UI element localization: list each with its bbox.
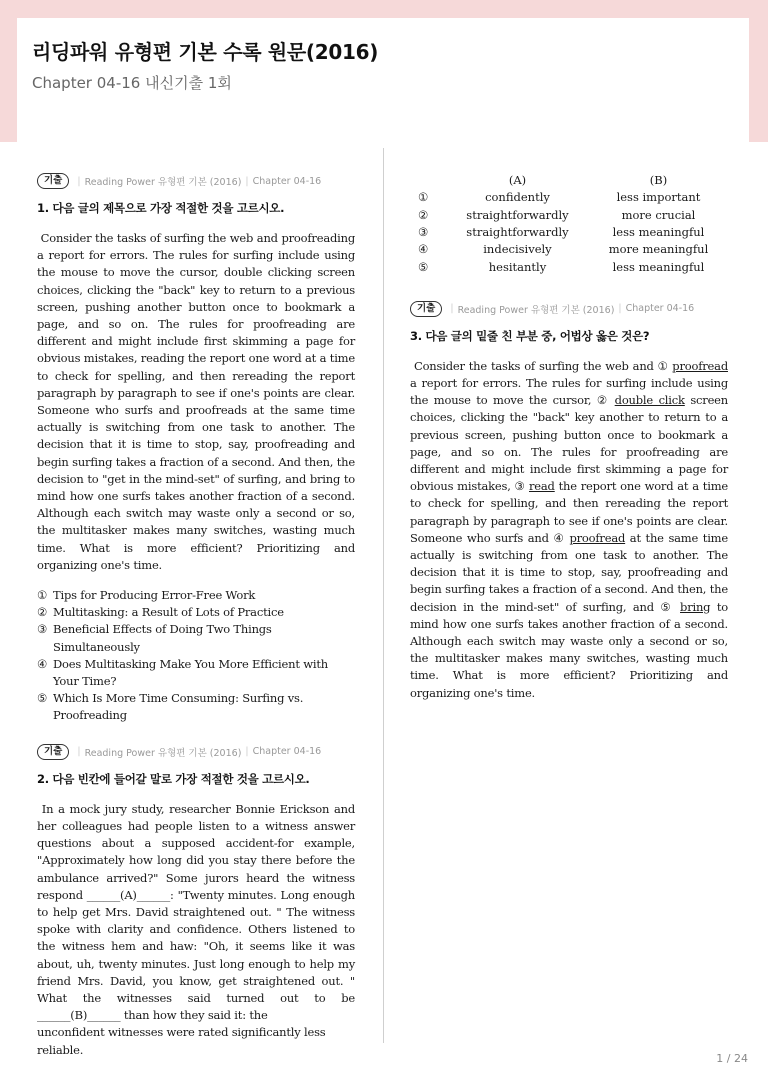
choice-5: ⑤ Which Is More Time Consuming: Surfing vs. Proofreading: [37, 691, 304, 723]
question-3-passage: Consider the tasks of surfing the web and ① proofread a report for errors. The rules for surfing include using the mouse to move the cursor, ② double click screen choices, clicking the "back" key another to return to a previous screen, pushing button once to bookmark a page, and so on. The rules for proofreading are different and might include first skimming a page for obvious mistakes, ③ read the report one word at a time to check for spelling, and then rereading the report paragraph by paragraph to see if one's points are clear. Someone who surfs and ④ proofread at the same time actually is switching from one task to another. The decision that it is time to stop, say, proofreading and begin surfing takes a fraction of a second. And then, the decision in the mind-set" of surfing, and ⑤ bring to mind how one surfs takes another fraction of a second. Although each switch may waste only a second or so, the multitasker makes many switches, wasting much time. What is more efficient? Prioritizing and organizing one's time.: [410, 358, 729, 700]
column-b-header: (B): [649, 173, 668, 188]
exam-badge: 기출: [37, 744, 69, 760]
question-1-title: 1. 다음 글의 제목으로 가장 적절한 것을 고르시오.: [37, 201, 285, 215]
table-row: ② straightforwardly more crucial: [418, 207, 696, 222]
chapter-label: Chapter 04-16: [252, 175, 322, 187]
separator: |: [77, 746, 81, 758]
question-2-options-table: [410, 172, 728, 276]
table-row: ③ straightforwardly less meaningful: [418, 225, 705, 240]
left-column: [37, 172, 355, 1059]
exam-badge: 기출: [37, 173, 69, 189]
question-2-title: 2. 다음 빈칸에 들어갈 말로 가장 적절한 것을 고르시오.: [37, 771, 310, 786]
choice-3: ③ Beneficial Effects of Doing Two Things Simultaneously: [37, 622, 272, 654]
document-subtitle: Chapter 04-16 내신기출 1회: [32, 74, 232, 92]
question-2-passage-end: unconfident witnesses were rated significantly less reliable.: [37, 1025, 326, 1057]
table-row: ① confidently less important: [418, 190, 701, 205]
question-2-meta: [37, 743, 355, 761]
right-column: [410, 172, 728, 702]
choice-2: ② Multitasking: a Result of Lots of Practice: [37, 605, 284, 620]
question-1-passage: Consider the tasks of surfing the web and proofreading a report for errors. The rules for surfing include using the mouse to move the cursor, double clicking screen choices, clicking the "back" key to return to a previous screen, pushing another button once to bookmark a page, and so on. The rules for proofreading are different and might include first skimming a page for obvious mistakes, reading the report one word at a time to check for spelling, and then rereading the report paragraph by paragraph to see if one's points are clear. Someone who surfs and proofreads at the same time actually is switching from one task to another. The decision that it is time to stop, say, proofreading and begin surfing takes a fraction of a second. And then, the decision to "get in the mind-set" of surfing, and bring to mind how one surfs takes another fraction of a second. Although each switch may waste only a second or so, the multitasker makes many switches, wasting much time. What is more efficient? Prioritizing and organizing one's time.: [37, 231, 355, 572]
column-a-header: (A): [508, 173, 527, 188]
chapter-label: Chapter 04-16: [625, 303, 695, 315]
source-label: Reading Power 유형편 기본 (2016): [84, 747, 242, 759]
choice-4: ④ Does Multitasking Make You More Efficient with Your Time?: [37, 656, 328, 689]
table-row: ⑤ hesitantly less meaningful: [418, 259, 705, 274]
chapter-label: Chapter 04-16: [252, 746, 322, 758]
question-1-choices: [37, 587, 355, 725]
underlined-5: bring: [680, 599, 711, 614]
table-header: [410, 172, 728, 189]
question-2-passage: In a mock jury study, researcher Bonnie Erickson and her colleagues had people listen to a witness answer questions about a supposed accident-for example, "Approximately how long did you stay there before the ambulance arrived?" Some jurors heard the witness respond ______(A)______: "Twenty minutes. Long enough to help get Mrs. David straightened out. " The witness spoke with clarity and confidence. Others listened to the witness hem and haw: "Oh, it seems like it was about, uh, twenty minutes. Just long enough to help my friend Mrs. David, you know, get straightened out. " What the witnesses said turned out to be ______(B)______ than how they said it: the: [37, 801, 355, 1023]
separator: |: [618, 303, 622, 315]
source-label: Reading Power 유형편 기본 (2016): [457, 304, 615, 316]
source-label: Reading Power 유형편 기본 (2016): [84, 177, 242, 188]
table-row: ④ indecisively more meaningful: [418, 242, 709, 257]
page-number: 1 / 24: [716, 1052, 748, 1065]
exam-badge: 기출: [410, 301, 442, 317]
separator: |: [245, 175, 249, 187]
underlined-1: proofread: [672, 358, 728, 373]
underlined-2: double click: [614, 393, 685, 408]
question-1-meta: [37, 172, 355, 190]
separator: |: [450, 303, 454, 315]
document-title: 리딩파워 유형편 기본 수록 원문(2016): [32, 40, 379, 64]
column-divider: [383, 148, 384, 1043]
choice-1: ① Tips for Producing Error-Free Work: [37, 588, 256, 603]
separator: |: [77, 175, 81, 187]
underlined-3: read: [529, 479, 555, 494]
underlined-4: proofread: [569, 530, 626, 545]
question-3-title: 3. 다음 글의 밑줄 친 부분 중, 어법상 옳은 것은?: [410, 328, 650, 343]
question-3-meta: [410, 300, 728, 318]
separator: |: [245, 746, 249, 758]
